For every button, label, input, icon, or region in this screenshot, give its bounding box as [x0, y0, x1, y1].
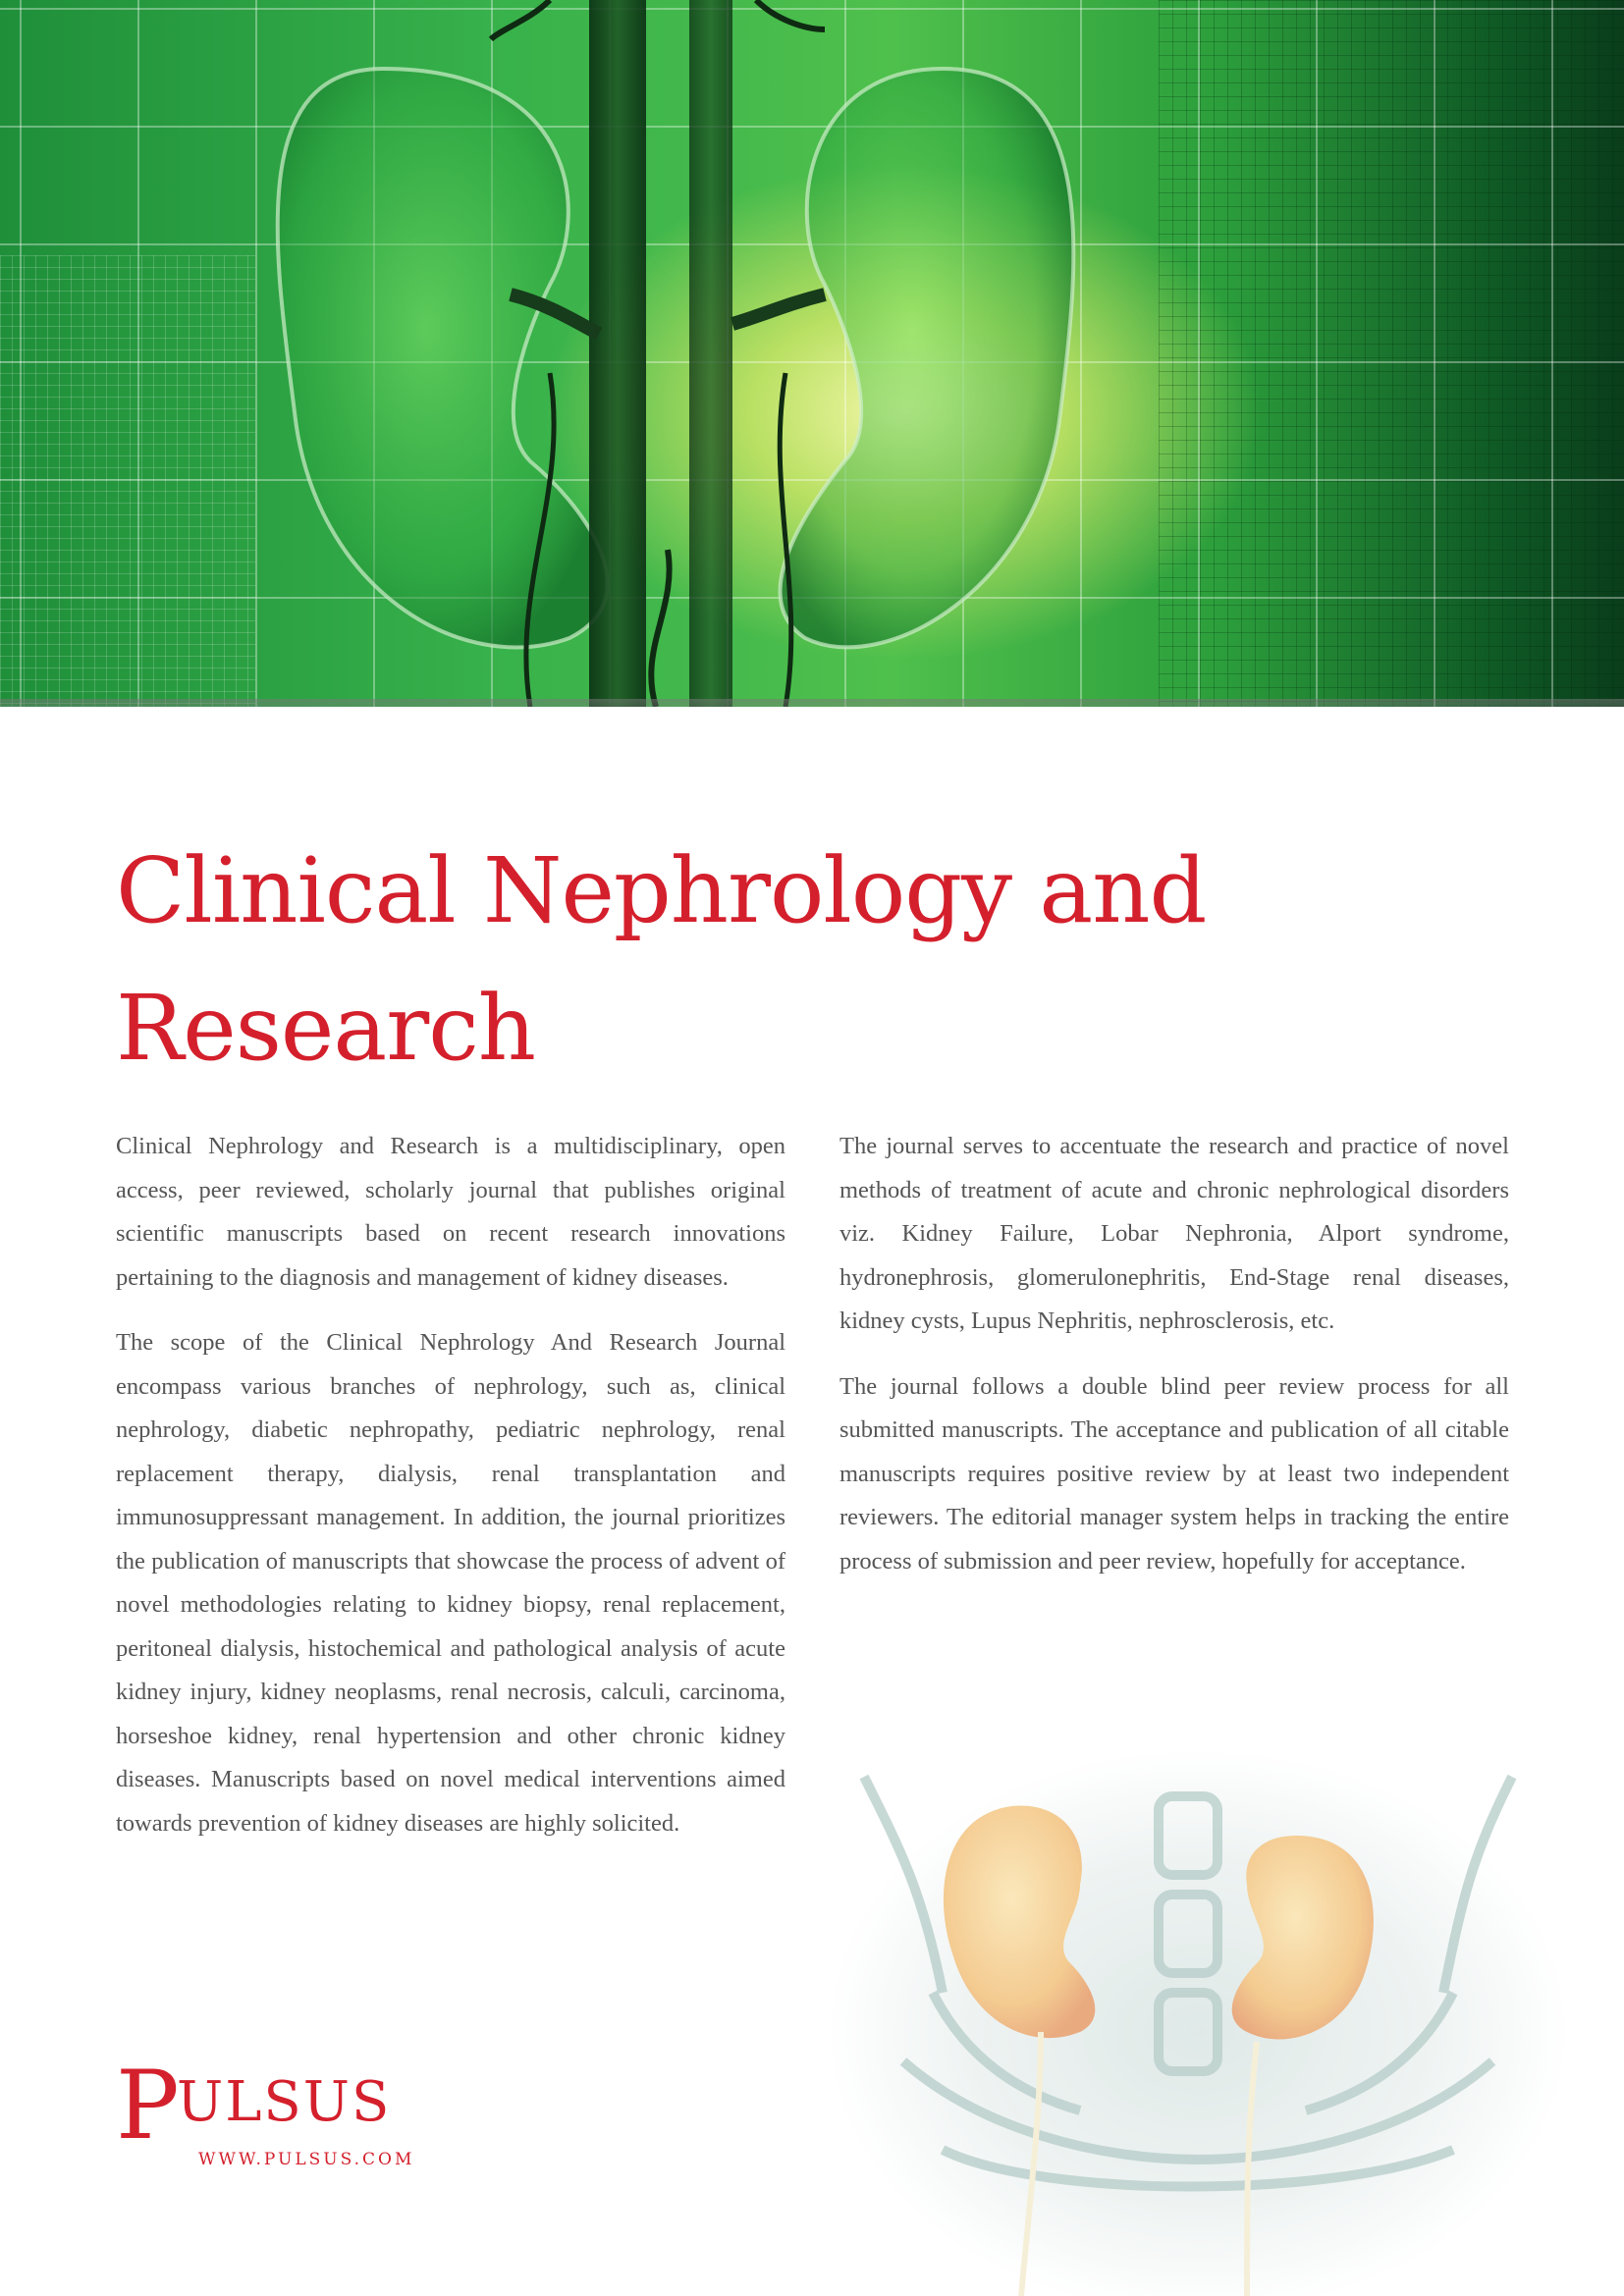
left-paragraph-1: Clinical Nephrology and Research is a multidisciplinary, open access, peer reviewed, scholarly journal that publishes original scientific manuscripts based on recent research innovations pertaining to the diagnosis and management of kidney diseases.	[116, 1133, 785, 1291]
right-column	[839, 1125, 1509, 1605]
pulsus-logo	[116, 2051, 450, 2177]
banner-bottom-shadow	[0, 699, 1624, 707]
right-kidney	[781, 69, 1074, 647]
left-column	[116, 1125, 785, 1867]
logo-url-link[interactable]: WWW.PULSUS.COM	[198, 2150, 415, 2169]
page-title: Clinical Nephrology and Research	[116, 838, 1207, 1081]
logo-initial: P	[116, 2051, 180, 2161]
left-kidney	[278, 69, 608, 647]
body-left-kidney	[944, 1806, 1095, 2039]
right-paragraph-1: The journal serves to accentuate the research and practice of novel methods of treatment of acute and chronic nephrological disorders viz. Kidney Failure, Lobar Nephronia, Alport syndrome, hydronephrosis, glomerulonephritis, End-Stage renal diseases, kidney cysts, Lupus Nephritis, nephrosclerosis, etc.	[839, 1133, 1509, 1334]
kidneys-illustration	[0, 0, 1624, 707]
body-right-kidney	[1232, 1836, 1374, 2040]
left-paragraph-2: The scope of the Clinical Nephrology And Research Journal encompass various branches of nephrology, such as, clinical nephrology, diabetic nephropathy, pediatric nephrology, renal replacement therapy, dialysis, renal transplantation and immunosuppressant management. In addition, the journal prioritizes the publication of manuscripts that showcase the process of advent of novel methodologies relating to kidney biopsy, renal replacement, peritoneal dialysis, histochemical and pathological analysis of acute kidney injury, kidney neoplasms, renal necrosis, calculi, carcinoma, horseshoe kidney, renal hypertension and other chronic kidney diseases. Manuscripts based on novel medical interventions aimed towards prevention of kidney diseases are highly solicited.	[116, 1329, 785, 1837]
right-paragraph-2: The journal follows a double blind peer review process for all submitted manuscripts. The acceptance and publication of all citable manuscripts requires positive review by at least two independent reviewers. The editorial manager system helps in tracking the entire process of submission and peer review, hopefully for acceptance.	[839, 1372, 1509, 1575]
kidney-body-graphic	[785, 1737, 1600, 2296]
kidney-body-illustration	[785, 1737, 1600, 2296]
logo-name: ULSUS	[177, 2070, 392, 2134]
header-banner-image	[0, 0, 1624, 707]
